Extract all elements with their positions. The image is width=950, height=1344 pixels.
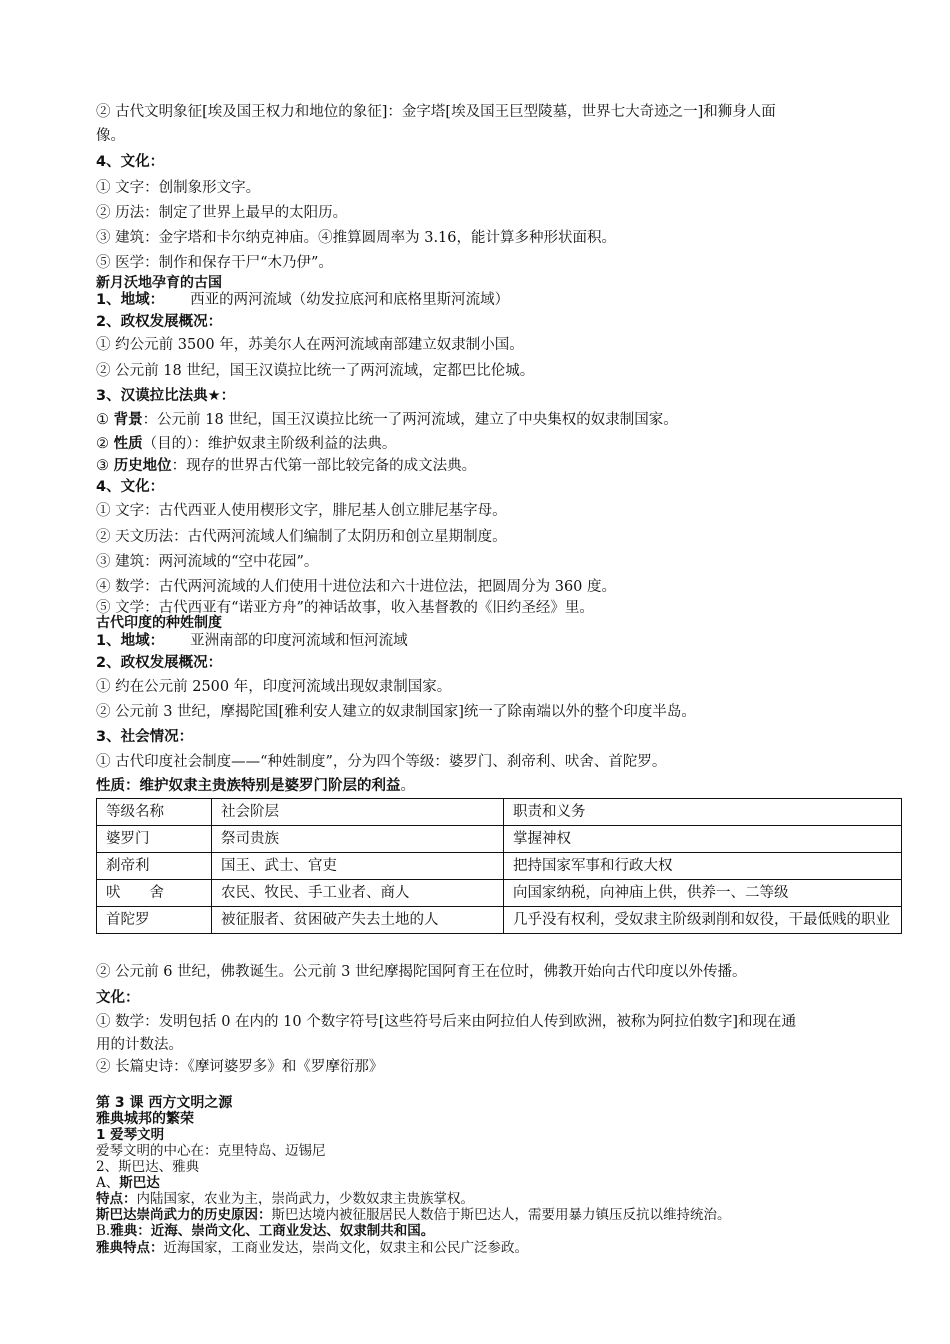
table-row [97, 853, 902, 880]
meso-code-status: ③ 历史地位：现存的世界古代第一部比较完备的成文法典。 [96, 458, 477, 474]
meso-culture-item: ③ 建筑：两河流域的“空中花园”。 [96, 554, 319, 570]
meso-culture-item: ④ 数学：古代两河流域的人们使用十进位法和六十进位法，把圆周分为 360 度。 [96, 579, 617, 595]
meso-politics-heading: 2、政权发展概况： [96, 314, 223, 330]
meso-region-label: 1、地域： [96, 292, 165, 308]
meso-code-background: ① 背景：公元前 18 世纪，国王汉谟拉比统一了两河流域，建立了中央集权的奴隶制国家。 [96, 412, 678, 428]
meso-culture-heading: 4、文化： [96, 479, 165, 495]
meso-region-line [96, 291, 509, 309]
india-region-line [96, 632, 408, 650]
egypt-culture-item: ③ 建筑：金字塔和卡尔纳克神庙。④推算圆周率为 3.16，能计算多种形状面积。 [96, 230, 617, 246]
aegean-heading: 1 爱琴文明 [96, 1127, 165, 1143]
athens-label: 雅典：近海、崇尚文化、工商业发达、奴隶制共和国。 [110, 1223, 435, 1239]
lesson-title: 第 3 课 西方文明之源 [96, 1095, 233, 1111]
table-cell: 祭司贵族 [212, 826, 504, 853]
sparta-feature: 特点：内陆国家，农业为主，崇尚武力，少数奴隶主贵族掌权。 [96, 1191, 474, 1207]
sparta-reason: 斯巴达崇尚武力的历史原因：斯巴达境内被征服居民人数倍于斯巴达人，需要用暴力镇压反抗以维持统治。 [96, 1207, 731, 1223]
table-row [97, 880, 902, 907]
caste-table [96, 798, 902, 934]
india-culture-math-line1: ① 数学：发明包括 0 在内的 10 个数字符号[这些符号后来由阿拉伯人传到欧洲，被称为阿拉伯数字]和现在通 [96, 1014, 797, 1030]
india-region-text: 亚洲南部的印度河流域和恒河流域 [190, 633, 408, 649]
table-row [97, 907, 902, 934]
table-row [97, 826, 902, 853]
table-cell: 把持国家军事和行政大权 [504, 853, 902, 880]
india-politics-heading: 2、政权发展概况： [96, 655, 223, 671]
table-cell: 向国家纳税，向神庙上供，供养一、二等级 [504, 880, 902, 907]
egypt-culture-item: ① 文字：创制象形文字。 [96, 180, 261, 196]
meso-region-text: 西亚的两河流域（幼发拉底河和底格里斯河流域） [190, 292, 510, 308]
athens-feature: 雅典特点：近海国家，工商业发达，崇尚文化，奴隶主和公民广泛参政。 [96, 1240, 528, 1256]
egypt-culture-item: ⑤ 医学：制作和保存干尸“木乃伊”。 [96, 255, 333, 271]
sparta-athens: 2、斯巴达、雅典 [96, 1159, 200, 1175]
meso-culture-item: ② 天文历法：古代两河流域人们编制了太阴历和创立星期制度。 [96, 529, 507, 545]
india-culture-heading: 文化： [96, 990, 140, 1006]
table-cell: 国王、武士、官吏 [212, 853, 504, 880]
table-header-cell: 等级名称 [97, 799, 212, 826]
aegean-center: 爱琴文明的中心在：克里特岛、迈锡尼 [96, 1143, 326, 1159]
india-society-item: ① 古代印度社会制度——“种姓制度”，分为四个等级：婆罗门、刹帝利、吠舍、首陀罗。 [96, 754, 667, 770]
table-cell: 掌握神权 [504, 826, 902, 853]
meso-code-heading: 3、汉谟拉比法典★： [96, 388, 236, 404]
table-cell: 首陀罗 [97, 907, 212, 934]
india-buddhism: ② 公元前 6 世纪，佛教诞生。公元前 3 世纪摩揭陀国阿育王在位时，佛教开始向古代印度以外传播。 [96, 964, 747, 980]
egypt-culture-heading: 4、文化： [96, 154, 165, 170]
table-cell: 吠 舍 [97, 880, 212, 907]
sparta-label: 斯巴达 [119, 1175, 160, 1191]
table-cell: 被征服者、贫困破产失去土地的人 [212, 907, 504, 934]
meso-politics-item: ① 约公元前 3500 年，苏美尔人在两河流域南部建立奴隶制小国。 [96, 337, 524, 353]
table-cell: 刹帝利 [97, 853, 212, 880]
lesson-subtitle: 雅典城邦的繁荣 [96, 1111, 194, 1127]
table-header-row [97, 799, 902, 826]
india-region-label: 1、地域： [96, 633, 165, 649]
india-society-heading: 3、社会情况： [96, 729, 194, 745]
meso-politics-item: ② 公元前 18 世纪，国王汉谟拉比统一了两河流域，定都巴比伦城。 [96, 363, 535, 379]
section-title-india: 古代印度的种姓制度 [96, 615, 222, 631]
india-nature-line: 性质：维护奴隶主贵族特别是婆罗门阶层的利益。 [96, 778, 415, 794]
india-culture-math-line2: 用的计数法。 [96, 1037, 183, 1053]
code-status-label: 历史地位 [113, 458, 172, 474]
egypt-symbol-line2: 像。 [96, 128, 125, 144]
table-header-cell: 社会阶层 [212, 799, 504, 826]
section-title-mesopotamia: 新月沃地孕育的古国 [96, 275, 222, 291]
sparta-heading: A、斯巴达 [96, 1175, 160, 1191]
egypt-culture-item: ② 历法：制定了世界上最早的太阳历。 [96, 205, 348, 221]
table-header-cell: 职责和义务 [504, 799, 902, 826]
meso-code-nature: ② 性质（目的）：维护奴隶主阶级利益的法典。 [96, 436, 397, 452]
egypt-symbol-line1: ② 古代文明象征[埃及国王权力和地位的象征]：金字塔[埃及国王巨型陵墓，世界七大奇迹之一]和狮身人面 [96, 104, 776, 120]
table-cell: 婆罗门 [97, 826, 212, 853]
athens-heading: B.雅典：近海、崇尚文化、工商业发达、奴隶制共和国。 [96, 1223, 435, 1239]
india-politics-item: ② 公元前 3 世纪，摩揭陀国[雅利安人建立的奴隶制国家]统一了除南端以外的整个印度半岛。 [96, 704, 696, 720]
india-politics-item: ① 约在公元前 2500 年，印度河流域出现奴隶制国家。 [96, 679, 452, 695]
code-nature-label: 性质 [113, 436, 143, 452]
meso-culture-item: ⑤ 文学：古代西亚有“诺亚方舟”的神话故事，收入基督教的《旧约圣经》里。 [96, 600, 594, 616]
table-cell: 农民、牧民、手工业者、商人 [212, 880, 504, 907]
india-nature-label: 性质：维护奴隶主贵族特别是婆罗门阶层的利益 [96, 778, 401, 794]
code-background-label: 背景 [113, 412, 143, 428]
table-cell: 几乎没有权利，受奴隶主阶级剥削和奴役，干最低贱的职业 [504, 907, 902, 934]
meso-culture-item: ① 文字：古代西亚人使用楔形文字，腓尼基人创立腓尼基字母。 [96, 503, 507, 519]
india-culture-epic: ② 长篇史诗：《摩诃婆罗多》和《罗摩衍那》 [96, 1059, 384, 1075]
